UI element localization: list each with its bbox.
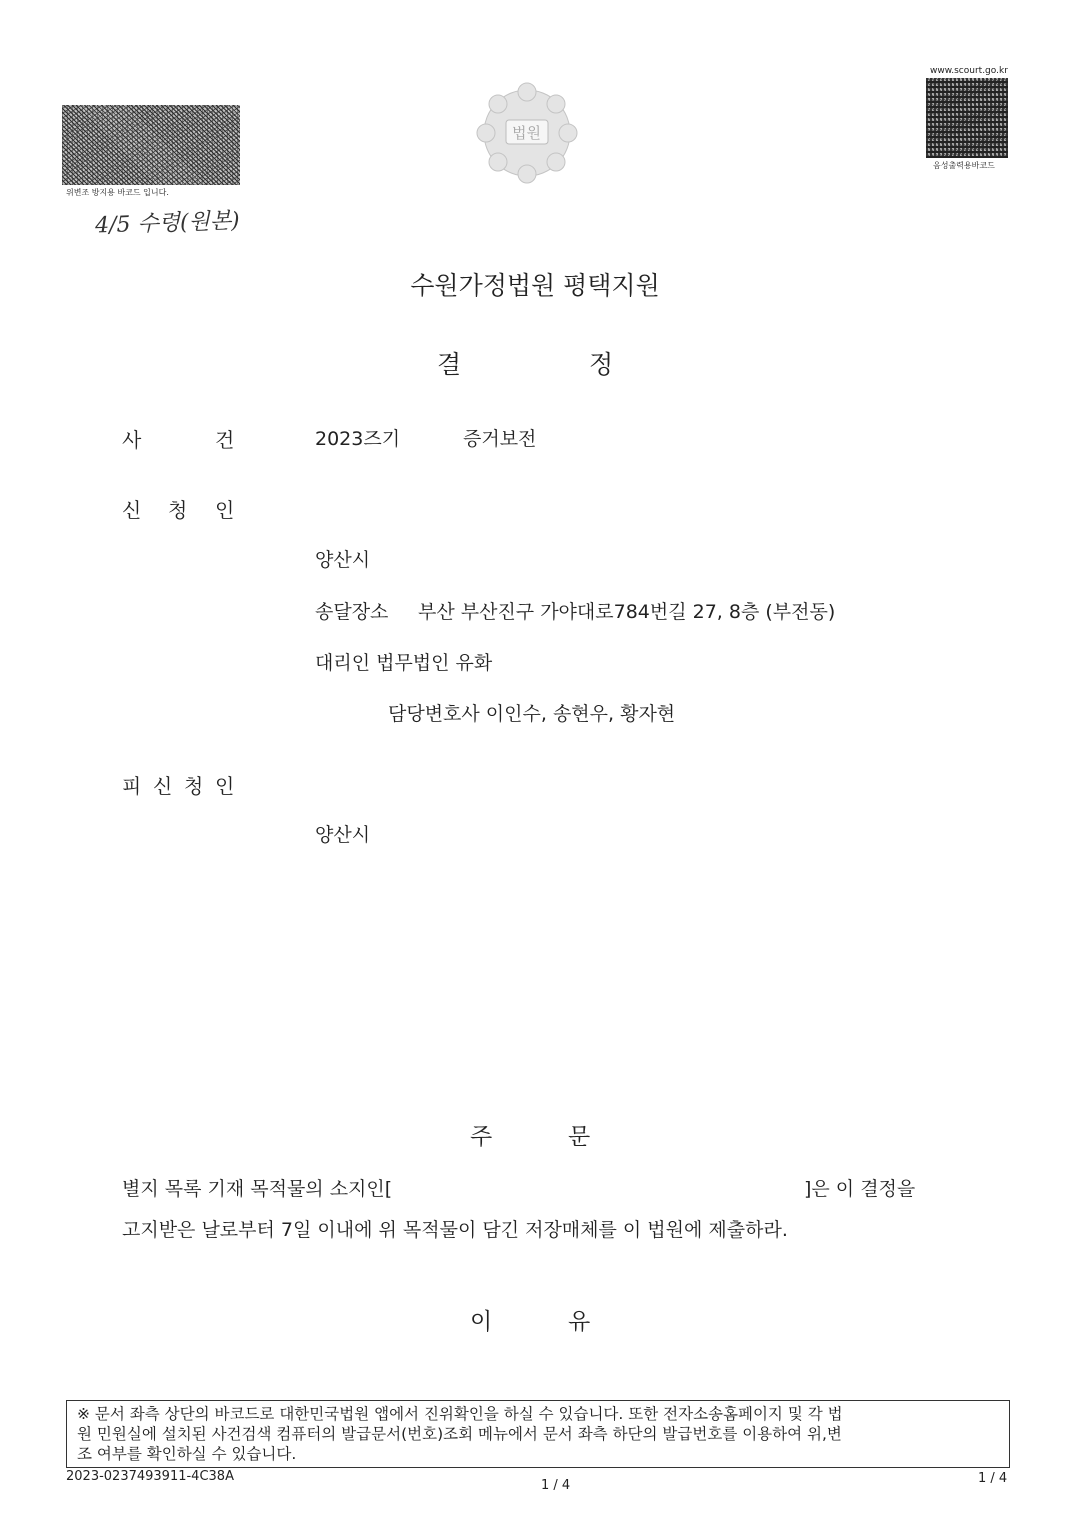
respondent-label-char: 인 — [215, 774, 235, 798]
order-line-1-end: ]은 이 결정을 — [804, 1178, 916, 1200]
applicant-label-char: 청 — [168, 498, 188, 522]
page-number-center: 1 / 4 — [541, 1478, 571, 1493]
voice-output-qr-code — [926, 78, 1008, 158]
reason-heading-char: 이 — [470, 1309, 493, 1335]
legal-agent: 대리인 법무법인 유화 — [315, 652, 493, 674]
doc-title-char-1: 결 — [437, 350, 462, 379]
respondent-label-char: 청 — [184, 774, 204, 798]
page-number-right: 1 / 4 — [978, 1471, 1008, 1486]
notice-line-1: ※ 문서 좌측 상단의 바코드로 대한민국법원 앱에서 진위확인을 하실 수 있습니다. 또한 전자소송홈페이지 및 각 법 — [77, 1405, 843, 1423]
case-number: 2023즈기 — [315, 428, 401, 450]
applicant-label-char: 신 — [122, 498, 142, 522]
qr-caption: 음성출력용바코드 — [933, 161, 995, 170]
order-line-2: 고지받은 날로부터 7일 이내에 위 목적물이 담긴 저장매체를 이 법원에 제출하라. — [122, 1219, 788, 1241]
seal-text: 법원 — [512, 124, 541, 142]
qr-url: www.scourt.go.kr — [930, 66, 1008, 76]
case-label-char: 건 — [215, 428, 235, 452]
court-name: 수원가정법원 평택지원 — [410, 271, 660, 300]
verification-notice — [66, 1400, 1010, 1468]
respondent-label-char: 신 — [153, 774, 173, 798]
applicant-address: 양산시 — [315, 549, 371, 571]
barcode-caption: 위변조 방지용 바코드 입니다. — [66, 188, 169, 197]
applicant-label-char: 인 — [215, 498, 235, 522]
service-address: 부산 부산진구 가야대로784번길 27, 8층 (부전동) — [418, 601, 836, 623]
order-line-1-start: 별지 목록 기재 목적물의 소지인[ — [122, 1178, 393, 1200]
anti-forgery-barcode — [62, 105, 240, 185]
reason-heading-char: 유 — [568, 1309, 591, 1335]
handwritten-note: 4/5 수령(원본) — [94, 208, 241, 239]
case-type: 증거보전 — [463, 428, 537, 450]
case-label-char: 사 — [122, 428, 142, 452]
doc-title-char-2: 정 — [589, 350, 614, 379]
respondent-address: 양산시 — [315, 824, 371, 846]
notice-line-2: 원 민원실에 설치된 사건검색 컴퓨터의 발급문서(번호)조회 메뉴에서 문서 좌측 하단의 발급번호를 이용하여 위,변 — [77, 1425, 842, 1443]
notice-line-3: 조 여부를 확인하실 수 있습니다. — [77, 1445, 297, 1463]
respondent-label-char: 피 — [122, 774, 142, 798]
issue-number: 2023-0237493911-4C38A — [66, 1469, 234, 1484]
order-heading-char: 주 — [470, 1124, 493, 1150]
service-label: 송달장소 — [315, 601, 389, 623]
order-heading-char: 문 — [568, 1124, 591, 1150]
attorneys: 담당변호사 이인수, 송현우, 황자현 — [388, 703, 676, 725]
court-seal — [472, 78, 582, 188]
